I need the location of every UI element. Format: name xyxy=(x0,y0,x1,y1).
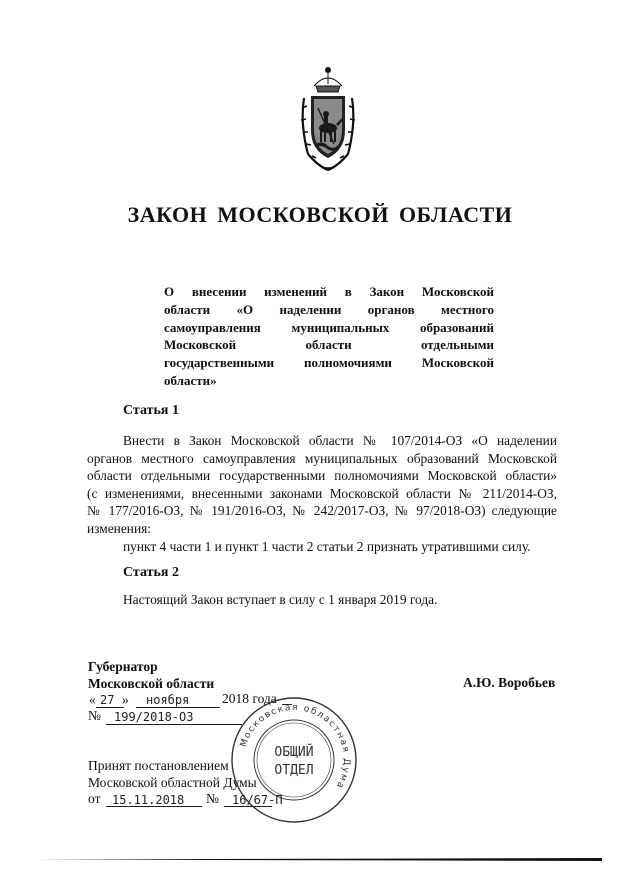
subject-line: самоуправления муниципальных образований xyxy=(164,319,494,335)
stamp-center-line1: ОБЩИЙ xyxy=(274,745,314,760)
law-number-line xyxy=(106,724,242,725)
adoption-date: 15.11.2018 xyxy=(112,793,185,807)
subject-line: О внесении изменений в Закон Московской xyxy=(164,284,494,299)
article-1-line: № 177/2016-ОЗ, № 191/2016-ОЗ, № 242/2017-ОЗ, № 97/2018-ОЗ) следующие xyxy=(87,503,557,519)
governor-name: А.Ю. Воробьев xyxy=(463,675,556,690)
adoption-line2: Московской областной Думы xyxy=(88,775,257,790)
article-1-line: области отдельными государственными полномочиями Московской области» xyxy=(87,468,557,484)
bottom-rule xyxy=(36,858,602,861)
stamp-icon xyxy=(228,694,360,826)
subject-line: области» xyxy=(164,372,217,388)
adoption-date-line xyxy=(106,806,202,807)
date-month-line xyxy=(136,707,220,708)
date-quote-close: » xyxy=(122,692,129,707)
law-title: ЗАКОН МОСКОВСКОЙ ОБЛАСТИ xyxy=(127,202,513,227)
date-year: 2018 года xyxy=(222,691,277,706)
law-number-value: 199/2018-ОЗ xyxy=(114,710,194,724)
article-1-line: изменения: xyxy=(87,520,152,536)
article-1-heading: Статья 1 xyxy=(123,403,179,418)
date-day: 27 xyxy=(100,693,115,707)
date-month: ноября xyxy=(146,693,190,707)
subject-line: области «О наделении органов местного xyxy=(164,301,494,317)
adoption-number-label: № xyxy=(206,791,219,806)
governor-title-line1: Губернатор xyxy=(88,659,158,674)
adoption-line1: Принят постановлением xyxy=(88,758,229,773)
coat-of-arms-icon xyxy=(298,64,358,176)
adoption-from-label: от xyxy=(88,791,101,806)
subject-line: государственными полномочиями Московской xyxy=(164,355,494,371)
stamp-center-line2: ОТДЕЛ xyxy=(274,763,314,778)
law-number-label: № xyxy=(88,708,101,723)
article-1-line: органов местного самоуправления муниципальных образований Московской xyxy=(87,450,557,466)
adoption-number: 16/67-П xyxy=(232,793,283,807)
article-1-item: пункт 4 части 1 и пункт 1 части 2 статьи 2 признать утратившими силу. xyxy=(123,539,531,554)
stamp-ring-text: Московская областная Дума xyxy=(238,702,352,791)
governor-title xyxy=(88,658,214,692)
subject-line: Московской области отдельными xyxy=(164,337,494,353)
law-subject xyxy=(164,283,494,390)
governor-title-line2: Московской области xyxy=(88,676,215,691)
article-2-text: Настоящий Закон вступает в силу с 1 января 2019 года. xyxy=(123,592,438,607)
article-1-text xyxy=(87,432,557,538)
date-quote-open: « xyxy=(89,692,96,707)
article-1-line: (с изменениями, внесенными законами Московской области № 211/2014-ОЗ, xyxy=(87,485,557,501)
article-1-line: Внести в Закон Московской области № 107/2014-ОЗ «О наделении xyxy=(123,433,557,448)
article-2-heading: Статья 2 xyxy=(123,565,179,580)
